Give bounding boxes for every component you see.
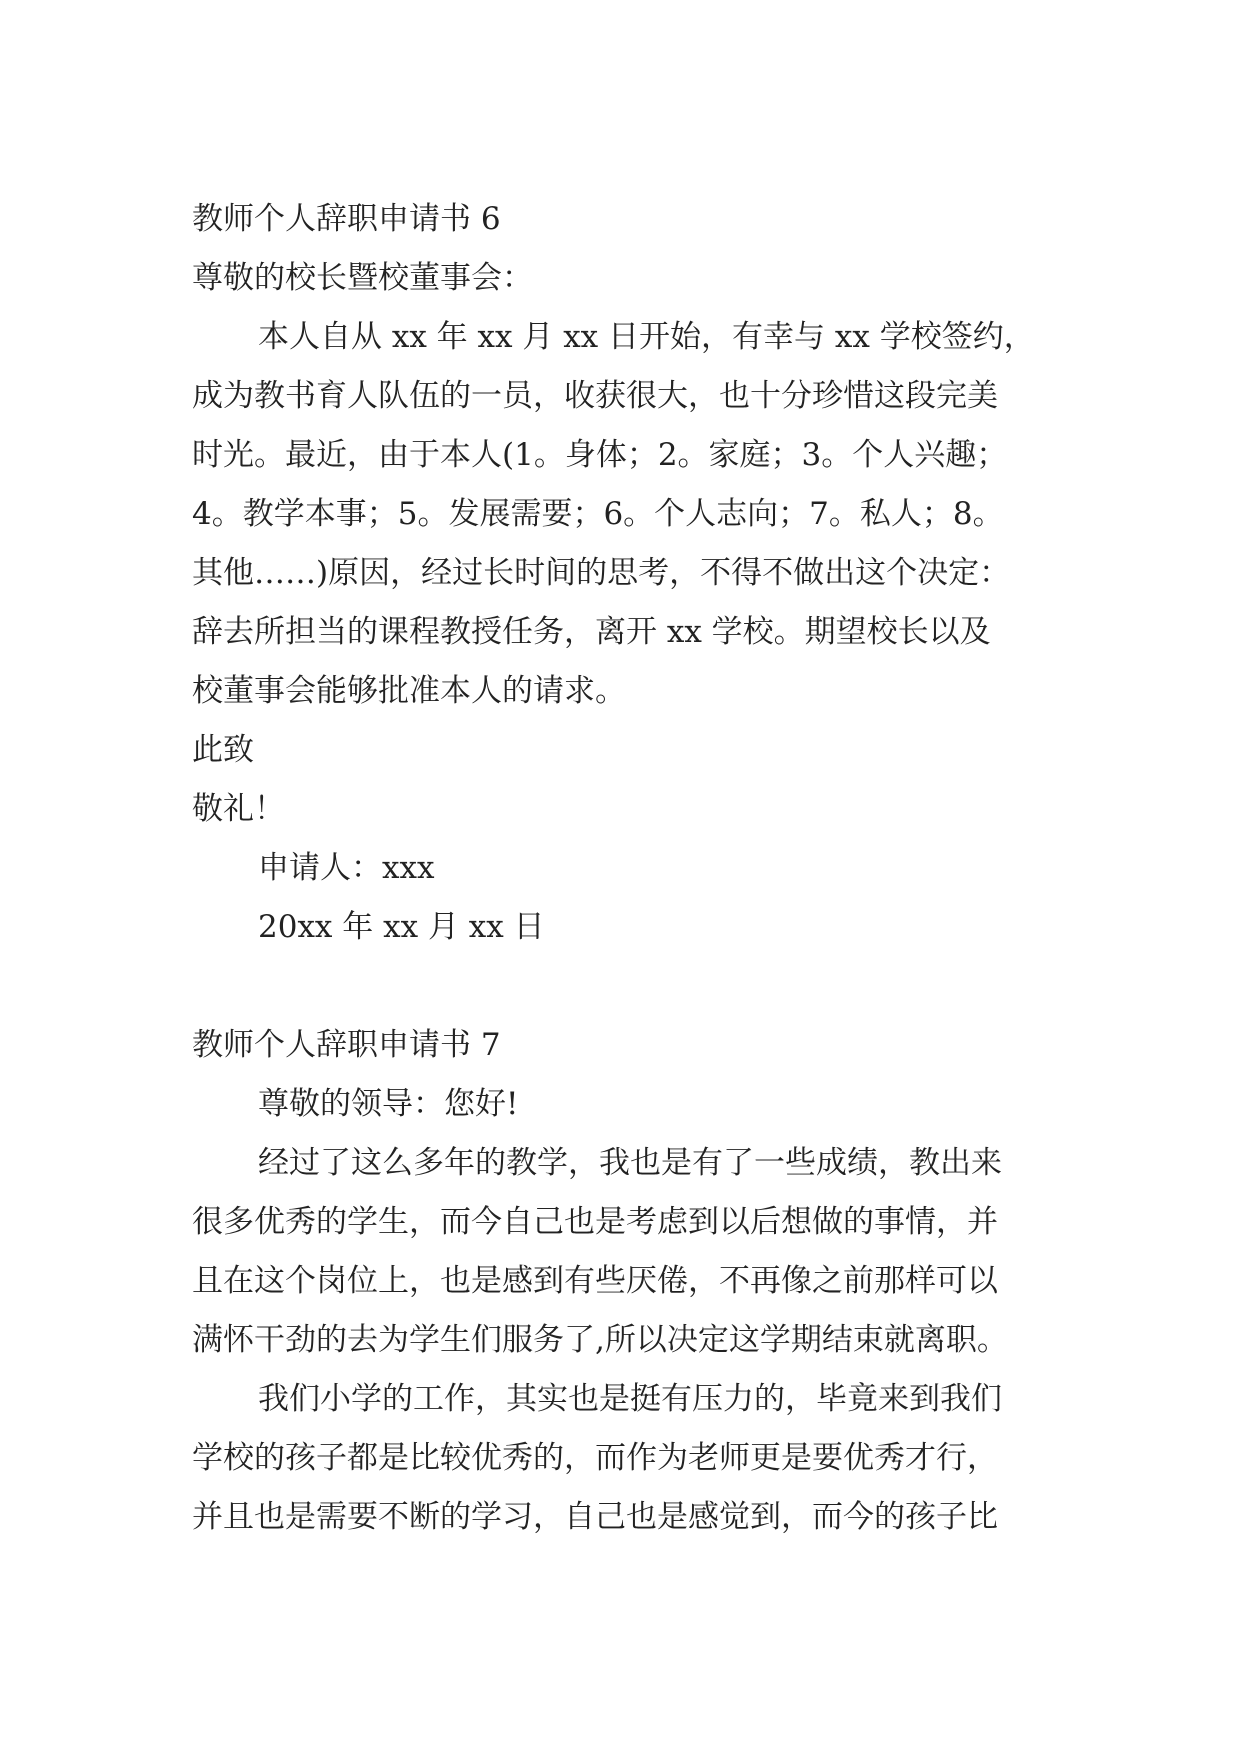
letter-7-paragraph-1-line: 经过了这么多年的教学，我也是有了一些成绩，教出来 bbox=[258, 1145, 1002, 1181]
letter-6-title: 教师个人辞职申请书 6 bbox=[192, 201, 501, 237]
letter-7-paragraph-2-line: 并且也是需要不断的学习，自己也是感觉到，而今的孩子比 bbox=[192, 1499, 998, 1535]
letter-6-closing: 此致 bbox=[192, 732, 254, 768]
letter-7-paragraph-1-line: 很多优秀的学生，而今自己也是考虑到以后想做的事情，并 bbox=[192, 1204, 998, 1240]
letter-6-body-line: 校董事会能够批准本人的请求。 bbox=[192, 673, 626, 709]
letter-6-date: 20xx 年 xx 月 xx 日 bbox=[258, 909, 545, 945]
letter-7-paragraph-2-line: 学校的孩子都是比较优秀的，而作为老师更是要优秀才行， bbox=[192, 1440, 998, 1476]
letter-6-body-line: 本人自从 xx 年 xx 月 xx 日开始，有幸与 xx 学校签约， bbox=[258, 319, 1035, 355]
document-content bbox=[192, 190, 1050, 1547]
letter-6-regards: 敬礼！ bbox=[192, 791, 285, 827]
letter-6-body-line: 4。教学本事；5。发展需要；6。个人志向；7。私人；8。 bbox=[192, 496, 1004, 532]
letter-7-paragraph-2-line: 我们小学的工作，其实也是挺有压力的，毕竟来到我们 bbox=[258, 1381, 1002, 1417]
letter-6-applicant: 申请人：xxx bbox=[258, 850, 435, 886]
letter-6-body-line: 其他……)原因，经过长时间的思考，不得不做出这个决定： bbox=[192, 555, 1011, 591]
letter-7-paragraph-1-line: 且在这个岗位上，也是感到有些厌倦，不再像之前那样可以 bbox=[192, 1263, 998, 1299]
letter-6-salutation: 尊敬的校长暨校董事会： bbox=[192, 260, 533, 296]
letter-7-paragraph-1-line: 满怀干劲的去为学生们服务了,所以决定这学期结束就离职。 bbox=[192, 1322, 1008, 1358]
letter-spacer bbox=[192, 957, 1050, 1016]
letter-7-title: 教师个人辞职申请书 7 bbox=[192, 1027, 501, 1063]
letter-6-body-line: 辞去所担当的课程教授任务，离开 xx 学校。期望校长以及 bbox=[192, 614, 991, 650]
letter-6-body-line: 成为教书育人队伍的一员，收获很大，也十分珍惜这段完美 bbox=[192, 378, 998, 414]
letter-7-salutation: 尊敬的领导：您好! bbox=[258, 1086, 519, 1122]
letter-6-body-line: 时光。最近，由于本人(1。身体；2。家庭；3。个人兴趣； bbox=[192, 437, 1008, 473]
